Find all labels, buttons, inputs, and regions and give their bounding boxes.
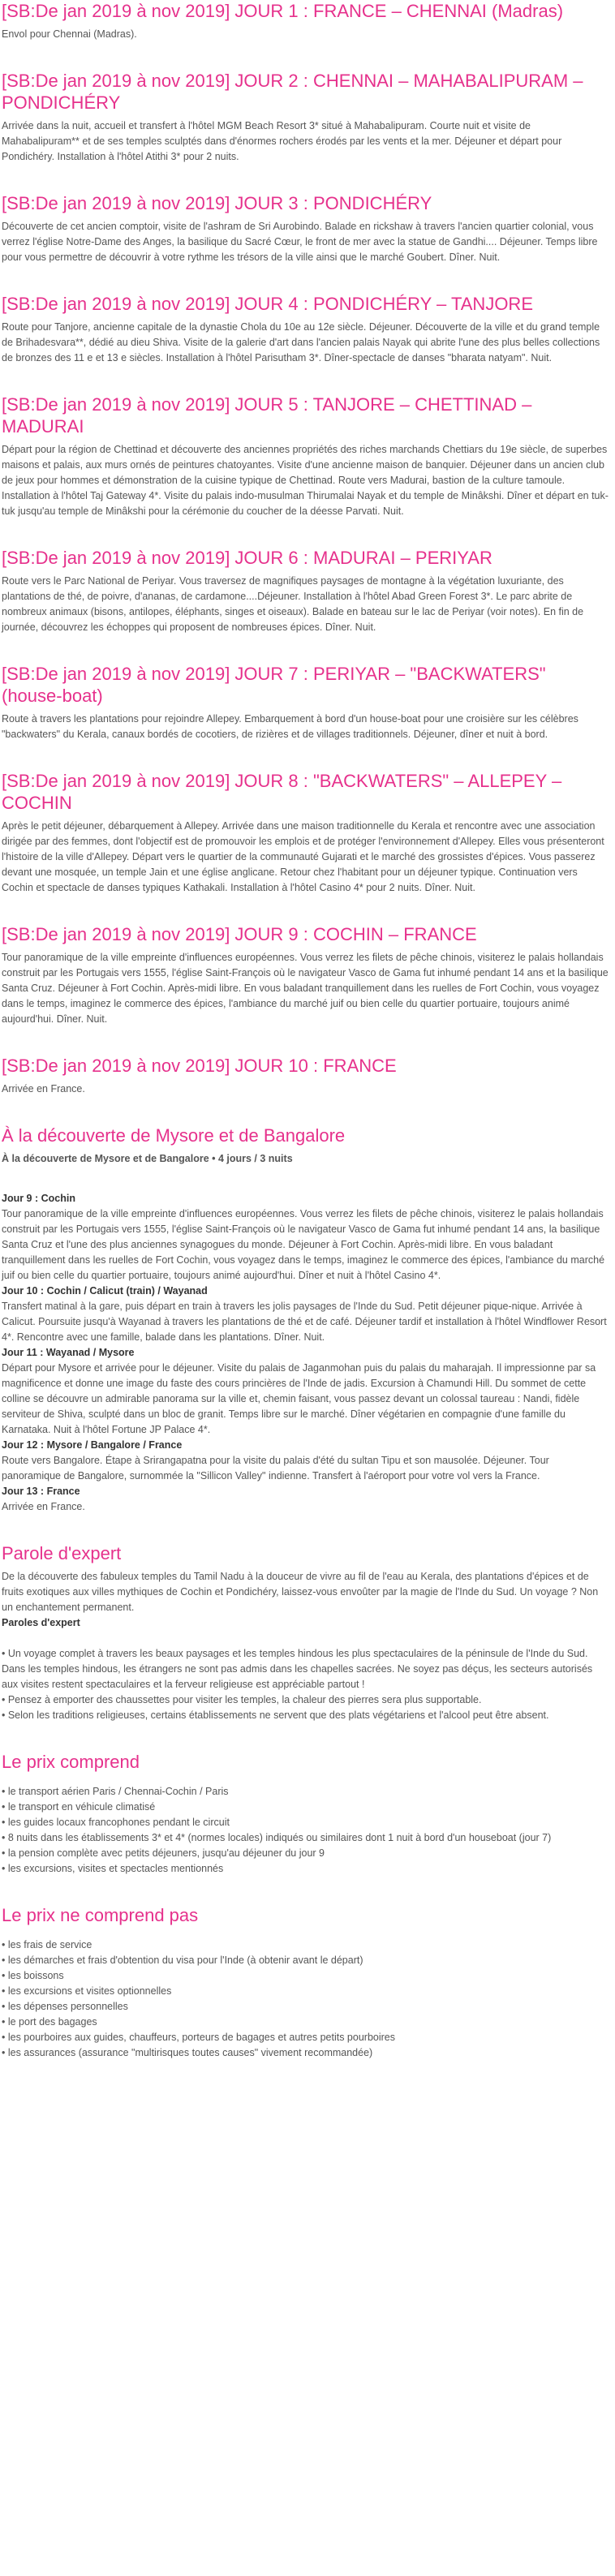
expert-intro (2, 1569, 609, 1646)
extension-subheading: À la découverte de Mysore et de Bangalore • 4 jours / 3 nuits (2, 1153, 293, 1164)
day-title: [SB:De jan 2019 à nov 2019] JOUR 6 : MADURAI – PERIYAR (2, 548, 492, 568)
list-item: • la pension complète avec petits déjeuners, jusqu'au déjeuner du jour 9 (2, 1847, 325, 1859)
excluded-list (2, 1937, 609, 2061)
day-description: Route pour Tanjore, ancienne capitale de la dynastie Chola du 10e au 12e siècle. Déjeuner. Découverte de la ville et du grand temple de Brihadesvara**, dédié au dieu Shiva. Visite de la galerie d'art dans l'ancien palais Nayak qui abrite l'une des plus belles collections de bronzes des 11 e et 13 e siècles. Installation à l'hôtel Parisutham 3*. Dîner-spectacle de danses "bharata natyam". Nuit. (2, 321, 600, 363)
list-item: • Un voyage complet à travers les beaux paysages et les temples hindous les plus spectaculaires de la péninsule de l'Inde du Sud. Dans les temples hindous, les étrangers ne sont pas admis dans les chapelles sacrées. Ne soyez pas déçus, les secteurs autorisés aux visites restent spectaculaires et la ferveur religieuse est appréciable partout ! (2, 1648, 593, 1690)
included-list (2, 1784, 609, 1877)
day-7 (2, 663, 609, 742)
day-title: [SB:De jan 2019 à nov 2019] JOUR 4 : PONDICHÉRY – TANJORE (2, 294, 533, 314)
spacer (2, 1631, 609, 1646)
day-description: Envol pour Chennai (Madras). (2, 28, 137, 40)
itinerary-entry (2, 1284, 609, 1299)
expert-label: Paroles d'expert (2, 1617, 80, 1628)
day-title: [SB:De jan 2019 à nov 2019] JOUR 8 : "BACKWATERS" – ALLEPEY – COCHIN (2, 771, 562, 813)
day-9 (2, 923, 609, 1027)
day-10 (2, 1055, 609, 1097)
list-item: • Pensez à emporter des chaussettes pour visiter les temples, la chaleur des pierres sera plus supportable. (2, 1694, 482, 1705)
day-description: Après le petit déjeuner, débarquement à Allepey. Arrivée dans une maison traditionnelle du Kerala et rencontre avec une association dirigée par des femmes, dont l'objectif est de promouvoir les emplois et de protéger l'environnement d'Allepey. Elles vous présenteront l'histoire de la ville d'Allepey. Départ vers le quartier de la communauté Gujarati et le marché des grossistes d'épices. Vous passerez devant une mosquée, un temple Jain et une église anglicane. Retour chez l'habitant pour un déjeuner typique. Continuation vers Cochin et spectacle de danses typiques Kathakali. Installation à l'hôtel Casino 4* pour 2 nuits. Dîner. Nuit. (2, 820, 604, 893)
section-title: Parole d'expert (2, 1543, 122, 1563)
day-description: Départ pour la région de Chettinad et découverte des anciennes propriétés des riches marchands Chettiars du 19e siècle, de superbes maisons et palais, aux murs ornés de peintures chatoyantes. Visite d'une ancienne maison de banquier. Déjeuner dans un ancien club de jeux pour hommes et démonstration de la cuisine typique de Chettinad. Route vers Madurai, bastion de la culture tamoule. Installation à l'hôtel Taj Gateway 4*. Visite du palais indo-musulman Thirumalai Nayak et du temple de Minâkshi. Dîner et départ en tuk-tuk jusqu'au temple de Minâkshi pour la cérémonie du coucher de la déesse Parvati. Nuit. (2, 444, 609, 517)
list-item: • le transport aérien Paris / Chennai-Cochin / Paris (2, 1786, 229, 1797)
extension-itinerary (2, 1191, 609, 1515)
day-description: Arrivée dans la nuit, accueil et transfert à l'hôtel MGM Beach Resort 3* situé à Mahabalipuram. Courte nuit et visite de Mahabalipuram** et de ses temples sculptés dans d'énormes rochers érodés par les vents et la mer. Déjeuner et départ pour Pondichéry. Installation à l'hôtel Atithi 3* pour 2 nuits. (2, 120, 562, 162)
day-title: [SB:De jan 2019 à nov 2019] JOUR 10 : FRANCE (2, 1056, 397, 1076)
day-title: [SB:De jan 2019 à nov 2019] JOUR 3 : PONDICHÉRY (2, 193, 432, 213)
day-title: [SB:De jan 2019 à nov 2019] JOUR 1 : FRANCE – CHENNAI (Madras) (2, 1, 564, 21)
day-title: [SB:De jan 2019 à nov 2019] JOUR 7 : PERIYAR – "BACKWATERS" (house-boat) (2, 664, 546, 706)
itinerary-entry (2, 1345, 609, 1361)
itinerary-entry (2, 1484, 609, 1499)
list-item: • les boissons (2, 1970, 64, 1981)
list-item: • les pourboires aux guides, chauffeurs, porteurs de bagages et autres petits pourboires (2, 2032, 395, 2043)
entry-text: Arrivée en France. (2, 1501, 85, 1512)
expert-tips (2, 1646, 609, 1723)
section-title: Le prix ne comprend pas (2, 1905, 199, 1925)
list-item: • le port des bagages (2, 2016, 97, 2028)
section-title: À la découverte de Mysore et de Bangalore (2, 1125, 346, 1146)
intro-text: De la découverte des fabuleux temples du Tamil Nadu à la douceur de vivre au fil de l'eau au Kerala, des plantations d'épices et de fruits exotiques aux villes mythiques de Cochin et Pondichéry, laissez-vous envoûter par la magie de l'Inde du Sud. Un voyage ? Non un enchantement permanent. (2, 1571, 599, 1613)
day-title: [SB:De jan 2019 à nov 2019] JOUR 9 : COCHIN – FRANCE (2, 924, 477, 944)
entry-label: Jour 13 : France (2, 1486, 80, 1497)
day-description: Découverte de cet ancien comptoir, visite de l'ashram de Sri Aurobindo. Balade en rickshaw à travers l'ancien quartier colonial, vous verrez l'église Notre-Dame des Anges, la basilique du Sacré Cœur, le front de mer avec la statue de Gandhi.... Déjeuner. Temps libre pour vous permettre de découvrir à votre rythme les trésors de la ville ainsi que le marché Goubert. Dîner. Nuit. (2, 221, 598, 263)
day-1 (2, 0, 609, 42)
included-section (2, 1751, 609, 1877)
day-description: Route vers le Parc National de Periyar. Vous traversez de magnifiques paysages de montagne à la végétation luxuriante, des plantations de thé, de poivre, d'ananas, de cardamone....Déjeuner. Installation à l'hôtel Abad Green Forest 3*. Le parc abrite de nombreux animaux (bisons, antilopes, éléphants, singes et oiseaux). Balade en bateau sur le lac de Periyar (voir notes). En fin de journée, découvrez les échoppes qui proposent de nombreuses épices. Dîner. Nuit. (2, 575, 584, 633)
day-title: [SB:De jan 2019 à nov 2019] JOUR 2 : CHENNAI – MAHABALIPURAM – PONDICHÉRY (2, 71, 583, 113)
day-8 (2, 770, 609, 896)
day-5 (2, 393, 609, 519)
entry-text: Transfert matinal à la gare, puis départ en train à travers les jolis paysages de l'Inde du Sud. Petit déjeuner pique-nique. Arrivée à Calicut. Poursuite jusqu'à Wayanad à travers les plantations de thé et de café. Déjeuner tardif et installation à l'hôtel Windflower Resort 4*. Rencontre avec une famille, balade dans les plantations. Dîner. Nuit. (2, 1301, 607, 1343)
itinerary-entry (2, 1438, 609, 1453)
entry-label: Jour 10 : Cochin / Calicut (train) / Wayanad (2, 1285, 208, 1297)
day-6 (2, 547, 609, 635)
list-item: • les démarches et frais d'obtention du visa pour l'Inde (à obtenir avant le départ) (2, 1955, 363, 1966)
expert-section (2, 1542, 609, 1723)
list-item: • 8 nuits dans les établissements 3* et 4* (normes locales) indiqués ou similaires dont 1 nuit à bord d'un houseboat (jour 7) (2, 1832, 552, 1843)
day-title: [SB:De jan 2019 à nov 2019] JOUR 5 : TANJORE – CHETTINAD – MADURAI (2, 394, 532, 437)
excluded-section (2, 1904, 609, 2061)
day-description: Arrivée en France. (2, 1083, 85, 1094)
section-title: Le prix comprend (2, 1752, 140, 1772)
itinerary-entry (2, 1191, 609, 1206)
list-item: • les assurances (assurance "multirisques toutes causes" vivement recommandée) (2, 2047, 373, 2058)
list-item: • les excursions, visites et spectacles mentionnés (2, 1863, 224, 1874)
day-description: Tour panoramique de la ville empreinte d'influences européennes. Vous verrez les filets de pêche chinois, visiterez le palais hollandais construit par les Portugais vers 1555, l'église Saint-François où le navigateur Vasco de Gama fut inhumé pendant 14 ans et la basilique Santa Cruz. Déjeuner à Fort Cochin. Après-midi libre. En vous baladant tranquillement dans les ruelles de Fort Cochin, vous voyagez dans le temps, imaginez le commerce des épices, l'ambiance du marché juif ou bien celle du quartier portuaire, toujours animé aujourd'hui. Dîner. Nuit. (2, 952, 609, 1025)
day-description: Route à travers les plantations pour rejoindre Allepey. Embarquement à bord d'un house-boat pour une croisière sur les célèbres "backwaters" du Kerala, canaux bordés de cocotiers, de rizières et de villages traditionnels. Déjeuner, dîner et nuit à bord. (2, 713, 578, 740)
list-item: • les guides locaux francophones pendant le circuit (2, 1817, 230, 1828)
entry-text: Tour panoramique de la ville empreinte d'influences européennes. Vous verrez les filets de pêche chinois, visiterez le palais hollandais construit par les Portugais vers 1555, l'église Saint-François où le navigateur Vasco de Gama fut inhumé pendant 14 ans, la basilique Santa Cruz et l'une des plus anciennes synagogues du monde. Déjeuner à Fort Cochin. Après-midi libre. En vous baladant tranquillement dans les ruelles de Fort Cochin, vous voyagez dans le temps, imaginez le commerce des épices, l'ambiance du marché juif ou bien celle du quartier portuaire, toujours animé aujourd'hui. Dîner et nuit à l'hôtel Casino 4*. (2, 1208, 605, 1281)
entry-text: Départ pour Mysore et arrivée pour le déjeuner. Visite du palais de Jaganmohan puis du palais du maharajah. Il impressionne par sa magnificence et donne une image du faste des cours princières de l'Inde de jadis. Excursion à Chamundi Hill. Du sommet de cette colline se découvre un admirable panorama sur la ville et, chemin faisant, vous passez devant un colossal taureau : Nandi, fidèle serviteur de Shiva, sculpté dans un bloc de granit. Temps libre sur le marché. Dîner végétarien en compagnie d'une famille du Karnataka. Nuit à l'hôtel Fortune JP Palace 4*. (2, 1362, 596, 1435)
list-item: • les dépenses personnelles (2, 2001, 128, 2012)
list-item: • Selon les traditions religieuses, certains établissements ne servent que des plats végétariens et l'alcool peut être absent. (2, 1709, 549, 1721)
day-2 (2, 70, 609, 165)
entry-label: Jour 11 : Wayanad / Mysore (2, 1347, 135, 1358)
entry-text: Route vers Bangalore. Étape à Srirangapatna pour la visite du palais d'été du sultan Tipu et son mausolée. Déjeuner. Tour panoramique de Bangalore, surnommée la "Sillicon Valley" indienne. Transfert à l'aéroport pour votre vol vers la France. (2, 1455, 549, 1482)
mysore-extension (2, 1125, 609, 1515)
list-item: • le transport en véhicule climatisé (2, 1801, 156, 1813)
day-4 (2, 293, 609, 366)
entry-label: Jour 9 : Cochin (2, 1193, 75, 1204)
list-item: • les frais de service (2, 1939, 92, 1950)
list-item: • les excursions et visites optionnelles (2, 1985, 172, 1997)
entry-label: Jour 12 : Mysore / Bangalore / France (2, 1439, 183, 1451)
day-3 (2, 192, 609, 265)
